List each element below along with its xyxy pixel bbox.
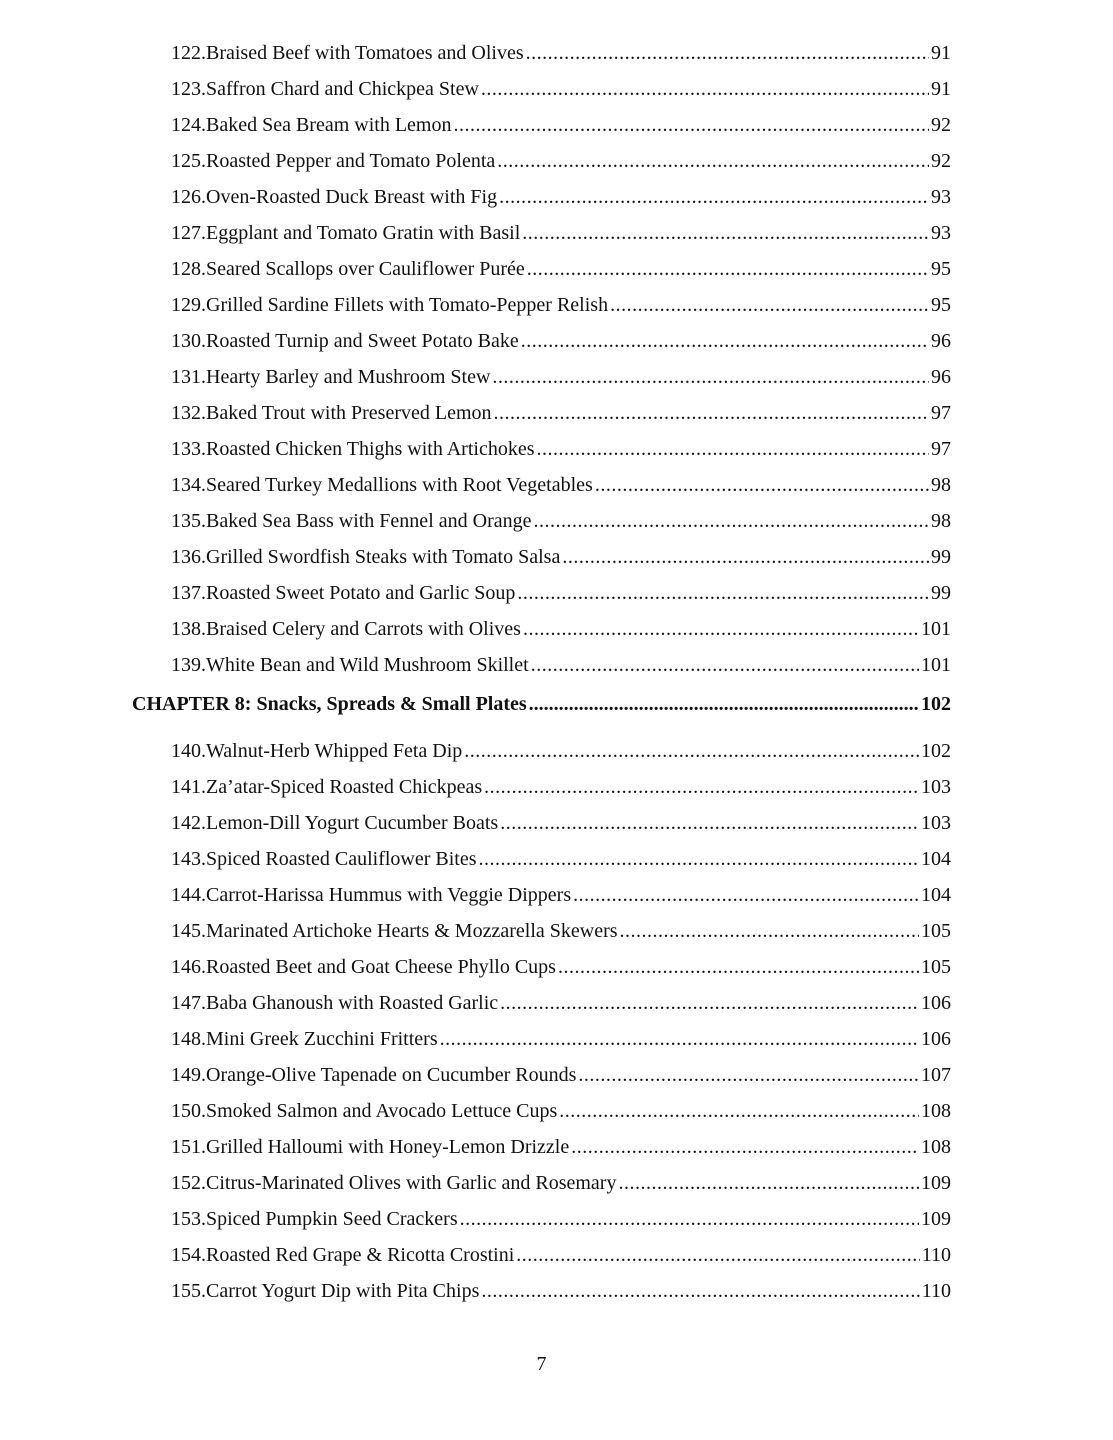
toc-entry[interactable] [171,292,951,318]
toc-entry[interactable] [171,1206,951,1232]
entry-number: 149. [171,1064,206,1086]
dot-leader [460,1206,919,1232]
entry-title: Braised Beef with Tomatoes and Olives [206,42,524,64]
entry-number: 132. [171,402,206,424]
entry-number: 154. [171,1244,206,1266]
entry-page: 91 [931,78,951,100]
entry-title: Roasted Beet and Goat Cheese Phyllo Cups [206,956,556,978]
toc-entry[interactable] [171,774,951,800]
toc-entry[interactable] [171,76,951,102]
dot-leader [464,738,919,764]
entry-page: 107 [921,1064,951,1086]
dot-leader [500,810,919,836]
toc-entry[interactable] [171,220,951,246]
entry-page: 103 [921,776,951,798]
entry-title: Za’atar-Spiced Roasted Chickpeas [206,776,483,798]
toc-entry[interactable] [171,148,951,174]
toc-entry[interactable] [171,954,951,980]
entry-number: 135. [171,510,206,532]
toc-entry[interactable] [171,918,951,944]
dot-leader [573,882,919,908]
entry-page: 110 [921,1280,951,1302]
entry-title: Saffron Chard and Chickpea Stew [206,78,479,100]
dot-leader [479,846,919,872]
dot-leader [610,292,929,318]
toc-entry[interactable] [171,256,951,282]
dot-leader [620,918,919,944]
entry-number: 152. [171,1172,206,1194]
toc-entry[interactable] [171,810,951,836]
entry-page: 98 [931,510,951,532]
entry-title: Roasted Red Grape & Ricotta Crostini [206,1244,515,1266]
entry-number: 140. [171,740,206,762]
dot-leader [595,472,929,498]
entry-page: 105 [921,920,951,942]
entry-number: 155. [171,1280,206,1302]
entry-title: Marinated Artichoke Hearts & Mozzarella Skewers [206,920,618,942]
entry-number: 137. [171,582,206,604]
dot-leader [481,76,929,102]
toc-entry[interactable] [171,1242,951,1268]
entry-title: Roasted Chicken Thighs with Artichokes [206,438,535,460]
entry-number: 124. [171,114,206,136]
entry-page: 93 [931,222,951,244]
entry-number: 144. [171,884,206,906]
entry-page: 101 [921,654,951,676]
dot-leader [523,616,919,642]
entry-page: 106 [921,992,951,1014]
entry-page: 95 [931,294,951,316]
dot-leader [516,1242,919,1268]
entry-page: 93 [931,186,951,208]
entry-number: 131. [171,366,206,388]
dot-leader [454,112,930,138]
entry-title: Grilled Swordfish Steaks with Tomato Salsa [206,546,561,568]
entry-number: 151. [171,1136,206,1158]
entry-number: 129. [171,294,206,316]
entry-page: 108 [921,1136,951,1158]
entry-title: Seared Turkey Medallions with Root Vegetables [206,474,593,496]
entry-number: 143. [171,848,206,870]
entry-number: 133. [171,438,206,460]
entry-number: 148. [171,1028,206,1050]
entry-page: 104 [921,884,951,906]
entry-page: 110 [921,1244,951,1266]
entry-title: Citrus-Marinated Olives with Garlic and Rosemary [206,1172,617,1194]
entry-title: Baked Sea Bream with Lemon [206,114,452,136]
toc-entry[interactable] [171,580,951,606]
entry-title: Lemon-Dill Yogurt Cucumber Boats [206,812,499,834]
toc-entry[interactable] [171,990,951,1016]
toc-entry[interactable] [171,616,951,642]
dot-leader [500,990,919,1016]
dot-leader [522,220,929,246]
entry-page: 109 [921,1172,951,1194]
entry-number: 123. [171,78,206,100]
entry-title: Oven-Roasted Duck Breast with Fig [206,186,498,208]
entry-page: 109 [921,1208,951,1230]
entry-title: Hearty Barley and Mushroom Stew [206,366,491,388]
dot-leader [527,256,929,282]
dot-leader [578,1062,919,1088]
entry-page: 99 [931,546,951,568]
dot-leader [559,1098,919,1124]
entry-page: 96 [931,366,951,388]
entry-number: 141. [171,776,206,798]
entry-number: 126. [171,186,206,208]
toc-entry[interactable] [171,1170,951,1196]
entry-number: 147. [171,992,206,1014]
entry-title: Roasted Turnip and Sweet Potato Bake [206,330,519,352]
toc-entry[interactable] [171,472,951,498]
toc-entry[interactable] [171,328,951,354]
entry-number: 127. [171,222,206,244]
entry-page: 97 [931,402,951,424]
dot-leader [484,774,919,800]
entry-page: 91 [931,42,951,64]
entry-number: 136. [171,546,206,568]
toc-entry[interactable] [171,364,951,390]
entry-page: 103 [921,812,951,834]
entry-number: 130. [171,330,206,352]
entry-number: 145. [171,920,206,942]
dot-leader [537,436,930,462]
dot-leader [529,691,919,717]
toc-entry[interactable] [171,544,951,570]
dot-leader [562,544,929,570]
entry-number: 146. [171,956,206,978]
entry-title: Smoked Salmon and Avocado Lettuce Cups [206,1100,558,1122]
dot-leader [618,1170,919,1196]
toc-entry[interactable] [171,652,951,678]
entry-number: 134. [171,474,206,496]
toc-entry[interactable] [171,1134,951,1160]
entry-page: 98 [931,474,951,496]
dot-leader [531,652,919,678]
dot-leader [517,580,929,606]
entry-title: Baked Trout with Preserved Lemon [206,402,492,424]
entry-number: 122. [171,42,206,64]
entry-page: 105 [921,956,951,978]
entry-title: Carrot-Harissa Hummus with Veggie Dippers [206,884,572,906]
entry-title: Spiced Roasted Cauliflower Bites [206,848,477,870]
entry-number: 138. [171,618,206,640]
chapter-page: 102 [921,693,951,715]
dot-leader [494,400,929,426]
toc-entry[interactable] [171,1098,951,1124]
entry-page: 101 [921,618,951,640]
entry-title: Grilled Halloumi with Honey-Lemon Drizzle [206,1136,570,1158]
entry-title: Baba Ghanoush with Roasted Garlic [206,992,499,1014]
dot-leader [481,1278,919,1304]
toc-entry[interactable] [171,1026,951,1052]
entry-number: 128. [171,258,206,280]
dot-leader [521,328,929,354]
entry-title: Baked Sea Bass with Fennel and Orange [206,510,532,532]
entry-number: 125. [171,150,206,172]
entry-page: 96 [931,330,951,352]
entry-page: 106 [921,1028,951,1050]
chapter-title: CHAPTER 8: Snacks, Spreads & Small Plates [132,693,527,715]
entry-title: Walnut-Herb Whipped Feta Dip [206,740,463,762]
page-number: 7 [536,1353,547,1375]
dot-leader [440,1026,919,1052]
entry-title: Seared Scallops over Cauliflower Purée [206,258,525,280]
dot-leader [571,1134,919,1160]
dot-leader [526,40,929,66]
entry-number: 139. [171,654,206,676]
entry-title: Roasted Sweet Potato and Garlic Soup [206,582,516,604]
toc-entry[interactable] [171,112,951,138]
toc-entry[interactable] [171,40,951,66]
dot-leader [533,508,929,534]
entry-page: 97 [931,438,951,460]
entry-title: Mini Greek Zucchini Fritters [206,1028,438,1050]
entry-page: 95 [931,258,951,280]
entry-title: Braised Celery and Carrots with Olives [206,618,521,640]
toc-entry[interactable] [171,882,951,908]
toc-entry[interactable] [171,436,951,462]
entry-title: Roasted Pepper and Tomato Polenta [206,150,496,172]
entry-page: 92 [931,114,951,136]
toc-entry[interactable] [171,1062,951,1088]
entry-page: 104 [921,848,951,870]
entry-title: Carrot Yogurt Dip with Pita Chips [206,1280,480,1302]
toc-entry[interactable] [171,738,951,764]
entry-title: White Bean and Wild Mushroom Skillet [206,654,529,676]
toc-entry[interactable] [171,508,951,534]
dot-leader [499,184,929,210]
entry-title: Spiced Pumpkin Seed Crackers [206,1208,458,1230]
dot-leader [558,954,919,980]
entry-title: Eggplant and Tomato Gratin with Basil [206,222,521,244]
entry-title: Orange-Olive Tapenade on Cucumber Rounds [206,1064,577,1086]
entry-number: 153. [171,1208,206,1230]
entry-page: 99 [931,582,951,604]
entry-number: 150. [171,1100,206,1122]
dot-leader [497,148,929,174]
entry-title: Grilled Sardine Fillets with Tomato-Pepper Relish [206,294,609,316]
toc-entry[interactable] [171,400,951,426]
entry-page: 92 [931,150,951,172]
entry-page: 108 [921,1100,951,1122]
entry-number: 142. [171,812,206,834]
dot-leader [492,364,929,390]
toc-entry[interactable] [171,184,951,210]
entry-page: 102 [921,740,951,762]
toc-entry[interactable] [171,846,951,872]
toc-chapter-heading[interactable] [132,691,951,717]
toc-entry[interactable] [171,1278,951,1304]
